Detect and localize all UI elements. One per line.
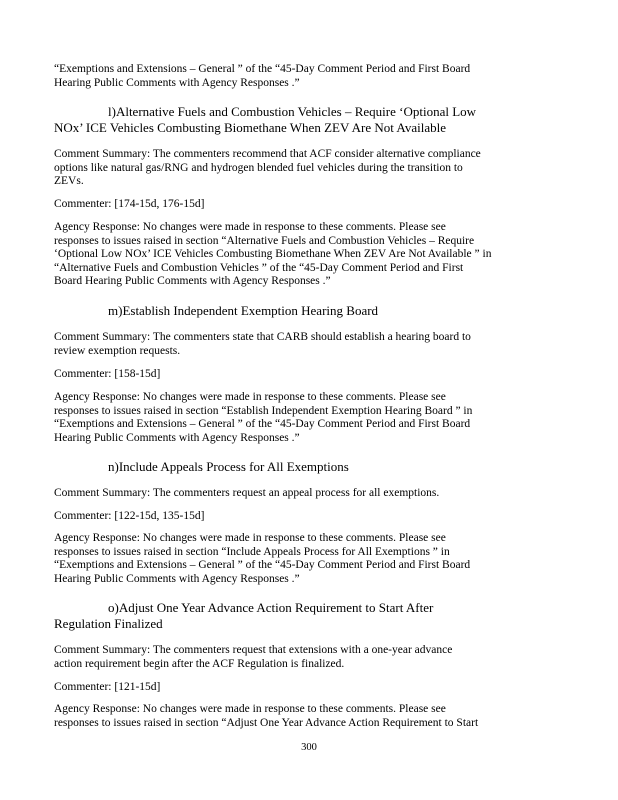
text-line: Agency Response: No changes were made in response to these comments. Please see (54, 221, 446, 233)
text-line: responses to issues raised in section “Alternative Fuels and Combustion Vehicles – Require (54, 234, 475, 247)
comment-summary-n (54, 487, 550, 501)
text-line: responses to issues raised in section “Include Appeals Process for All Exemptions ” in (54, 545, 450, 558)
text-line: action requirement begin after the ACF Regulation is finalized. (54, 657, 345, 670)
text-line: Commenter: [121-15d] (54, 681, 161, 693)
section-heading-m: m)Establish Independent Exemption Hearing Board (108, 303, 379, 318)
commenter-l (54, 198, 550, 212)
text-line: “Alternative Fuels and Combustion Vehicles ” of the “45-Day Comment Period and First (54, 261, 464, 274)
agency-response-o (54, 703, 550, 730)
section-heading-l-line2: NOx’ ICE Vehicles Combusting Biomethane When ZEV Are Not Available (54, 120, 446, 135)
text-line: Commenter: [174-15d, 176-15d] (54, 198, 205, 210)
text-line: “Exemptions and Extensions – General ” of the “45-Day Comment Period and First Board (54, 418, 471, 431)
page-number: 300 (301, 742, 317, 753)
text-line: responses to issues raised in section “Adjust One Year Advance Action Requirement to Start (54, 716, 479, 729)
text-line: Hearing Public Comments with Agency Responses .” (54, 76, 300, 89)
section-heading-o-line2: Regulation Finalized (54, 616, 163, 631)
text-line: Comment Summary: The commenters recommend that ACF consider alternative compliance (54, 148, 481, 160)
comment-summary-m (54, 331, 550, 358)
text-line: Comment Summary: The commenters request that extensions with a one-year advance (54, 644, 453, 656)
text-line: Commenter: [158-15d] (54, 368, 161, 380)
comment-summary-l (54, 148, 550, 189)
commenter-n (54, 510, 550, 524)
commenter-m (54, 368, 550, 382)
section-heading-n: n)Include Appeals Process for All Exemptions (108, 459, 349, 474)
text-line: Comment Summary: The commenters state that CARB should establish a hearing board to (54, 331, 471, 343)
text-line: options like natural gas/RNG and hydrogen blended fuel vehicles during the transition to (54, 161, 463, 174)
comment-summary-o (54, 644, 550, 671)
text-line: ‘Optional Low NOx’ ICE Vehicles Combusting Biomethane When ZEV Are Not Available ” in (54, 248, 492, 261)
section-heading-o-line1: o)Adjust One Year Advance Action Requirement to Start After (108, 600, 434, 615)
intro-paragraph (54, 63, 550, 90)
text-line: responses to issues raised in section “Establish Independent Exemption Hearing Board ” in (54, 404, 473, 417)
text-line: “Exemptions and Extensions – General ” of the “45-Day Comment Period and First Board (54, 63, 471, 75)
text-line: Agency Response: No changes were made in response to these comments. Please see (54, 532, 446, 544)
text-line: Agency Response: No changes were made in response to these comments. Please see (54, 391, 446, 403)
text-line: review exemption requests. (54, 344, 181, 357)
text-line: Board Hearing Public Comments with Agency Responses .” (54, 275, 331, 288)
text-line: Hearing Public Comments with Agency Responses .” (54, 572, 300, 585)
text-line: Agency Response: No changes were made in response to these comments. Please see (54, 703, 446, 715)
agency-response-n (54, 532, 550, 586)
commenter-o (54, 681, 550, 695)
text-line: Commenter: [122-15d, 135-15d] (54, 510, 205, 522)
text-line: “Exemptions and Extensions – General ” of the “45-Day Comment Period and First Board (54, 559, 471, 572)
agency-response-l (54, 221, 550, 289)
section-heading-l-line1: l)Alternative Fuels and Combustion Vehicles – Require ‘Optional Low (108, 104, 477, 119)
text-line: Comment Summary: The commenters request an appeal process for all exemptions. (54, 487, 440, 499)
text-line: ZEVs. (54, 175, 84, 188)
text-line: Hearing Public Comments with Agency Responses .” (54, 431, 300, 444)
agency-response-m (54, 391, 550, 445)
